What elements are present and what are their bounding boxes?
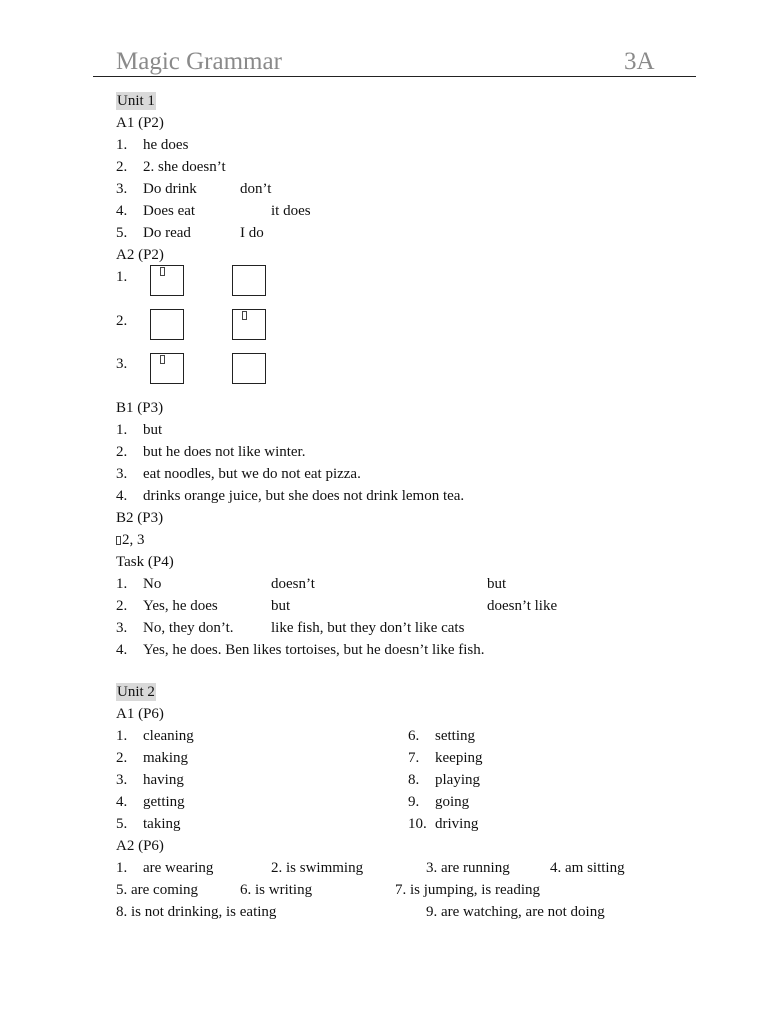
answer-text: 5. are coming	[116, 882, 199, 898]
item-number: 2.	[116, 313, 128, 329]
header-rule	[93, 76, 696, 77]
section-heading: A2 (P6)	[116, 838, 164, 854]
answer-text: drinks orange juice, but she does not drink lemon tea.	[143, 488, 465, 504]
answer-text: doesn’t	[271, 576, 315, 592]
answer-text: he does	[143, 137, 189, 153]
answer-text: don’t	[240, 181, 272, 197]
answer-text: 2, 3	[122, 532, 145, 548]
item-number: 1.	[116, 576, 128, 592]
answer-text: No, they don’t.	[143, 620, 234, 636]
answer-box	[232, 353, 266, 384]
unit-2-label: Unit 2	[117, 684, 155, 700]
answer-text: but	[143, 422, 163, 438]
item-number: 4.	[116, 794, 128, 810]
answer-text: Do read	[143, 225, 191, 241]
item-number: 3.	[116, 466, 128, 482]
answer-text: having	[143, 772, 184, 788]
answer-text: making	[143, 750, 188, 766]
answer-text: playing	[435, 772, 480, 788]
answer-text: keeping	[435, 750, 483, 766]
tick-mark-icon	[242, 311, 247, 320]
item-number: 5.	[116, 225, 128, 241]
item-number: 9.	[408, 794, 420, 810]
answer-box	[232, 265, 266, 296]
section-heading: A1 (P6)	[116, 706, 164, 722]
item-number: 2.	[116, 750, 128, 766]
answer-text: setting	[435, 728, 475, 744]
item-number: 1.	[116, 269, 128, 285]
item-number: 3.	[116, 356, 128, 372]
answer-text: 3. are running	[426, 860, 510, 876]
answer-text: but	[271, 598, 291, 614]
answer-text: eat noodles, but we do not eat pizza.	[143, 466, 361, 482]
item-number: 3.	[116, 772, 128, 788]
answer-text: doesn’t like	[487, 598, 558, 614]
section-heading: B1 (P3)	[116, 400, 164, 416]
answer-text: taking	[143, 816, 181, 832]
item-number: 2.	[116, 444, 128, 460]
section-heading: A2 (P2)	[116, 247, 164, 263]
tick-mark-icon	[116, 536, 121, 545]
answer-text: getting	[143, 794, 185, 810]
item-number: 7.	[408, 750, 420, 766]
unit-1-label: Unit 1	[117, 93, 155, 109]
answer-box	[150, 353, 184, 384]
answer-text: I do	[240, 225, 264, 241]
answer-text: 2. is swimming	[271, 860, 364, 876]
answer-text: but	[487, 576, 507, 592]
answer-text: Do drink	[143, 181, 197, 197]
answer-text: like fish, but they don’t like cats	[271, 620, 465, 636]
b2-answer	[116, 531, 145, 549]
answer-text: going	[435, 794, 470, 810]
item-number: 1.	[116, 860, 128, 876]
item-number: 1.	[116, 137, 128, 153]
item-number: 4.	[116, 642, 128, 658]
answer-text: are wearing	[143, 860, 214, 876]
answer-text: Yes, he does	[143, 598, 218, 614]
item-number: 1.	[116, 728, 128, 744]
item-number: 8.	[408, 772, 420, 788]
item-number: 1.	[116, 422, 128, 438]
answer-text: 7. is jumping, is reading	[395, 882, 540, 898]
answer-text: Does eat	[143, 203, 196, 219]
answer-text: 9. are watching, are not doing	[426, 904, 605, 920]
answer-text: but he does not like winter.	[143, 444, 306, 460]
item-number: 2.	[116, 598, 128, 614]
tick-mark-icon	[160, 355, 165, 364]
item-number: 6.	[408, 728, 420, 744]
answer-text: 8. is not drinking, is eating	[116, 904, 277, 920]
answer-text: 6. is writing	[240, 882, 313, 898]
section-heading: A1 (P2)	[116, 115, 164, 131]
answer-text: 4. am sitting	[550, 860, 625, 876]
answer-text: Yes, he does. Ben likes tortoises, but he doesn’t like fish.	[143, 642, 485, 658]
book-level: 3A	[624, 48, 655, 75]
item-number: 3.	[116, 181, 128, 197]
answer-box	[232, 309, 266, 340]
section-heading: B2 (P3)	[116, 510, 164, 526]
item-number: 2.	[116, 159, 128, 175]
answer-text: driving	[435, 816, 479, 832]
item-number: 10.	[408, 816, 427, 832]
answer-text: No	[143, 576, 162, 592]
item-number: 3.	[116, 620, 128, 636]
tick-mark-icon	[160, 267, 165, 276]
answer-box	[150, 309, 184, 340]
answer-text: it does	[271, 203, 311, 219]
item-number: 4.	[116, 488, 128, 504]
answer-text: cleaning	[143, 728, 194, 744]
section-heading: Task (P4)	[116, 554, 174, 570]
item-number: 5.	[116, 816, 128, 832]
answer-text: 2. she doesn’t	[143, 159, 226, 175]
book-title: Magic Grammar	[116, 48, 282, 75]
answer-box	[150, 265, 184, 296]
item-number: 4.	[116, 203, 128, 219]
